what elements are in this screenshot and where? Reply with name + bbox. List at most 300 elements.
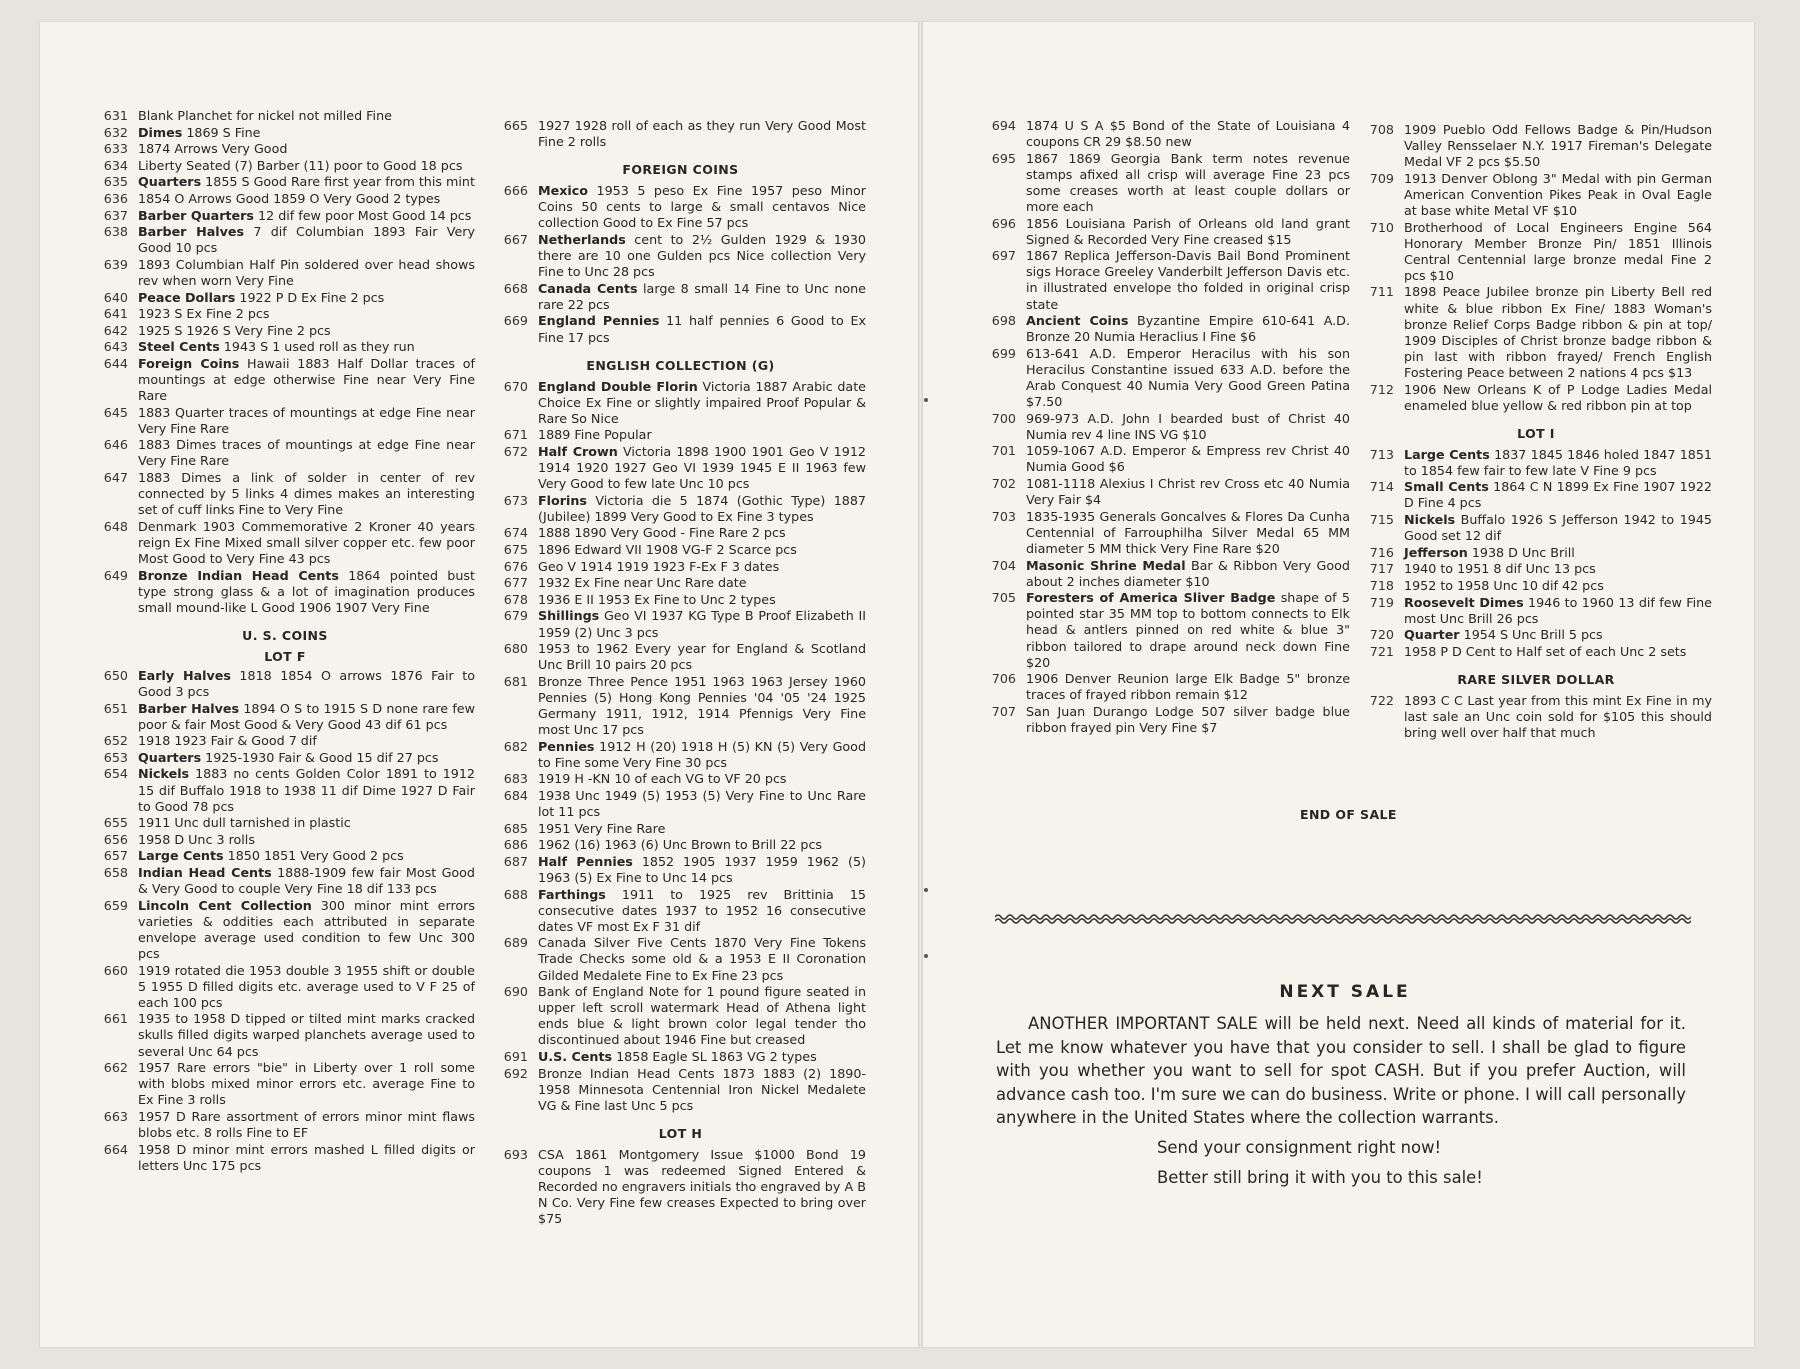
lot-text: CSA 1861 Montgomery Issue $1000 Bond 19 coupons 1 was redeemed Signed Entered & Recorded no engravers initials tho engraved by A B N Co. Very Fine few creases Expected to bring over $75 [538, 1146, 866, 1227]
section-heading: ENGLISH COLLECTION (G) [586, 357, 775, 373]
lot-number: 680 [503, 641, 528, 657]
lot-entry [95, 766, 475, 814]
lot-entry [95, 356, 475, 404]
lot-number: 647 [103, 470, 128, 486]
lot-category: Farthings [538, 886, 606, 902]
lot-description [538, 118, 866, 150]
lot-description [138, 306, 475, 322]
lot-description [138, 750, 475, 766]
lot-number: 632 [103, 124, 128, 140]
closing-line-2: Better still bring it with you to this sale! [1157, 1168, 1483, 1187]
lot-entry [95, 306, 475, 322]
lot-entry [95, 568, 475, 616]
lot-description [538, 674, 866, 738]
lot-entry [95, 1142, 475, 1174]
lot-description [1026, 411, 1350, 443]
lot-description [138, 568, 475, 616]
lot-number: 656 [103, 831, 128, 847]
lot-entry [95, 1011, 475, 1059]
lot-number: 678 [503, 591, 528, 607]
lot-number: 683 [503, 771, 528, 787]
lot-number: 664 [103, 1141, 128, 1157]
lot-category: Indian Head Cents [138, 865, 272, 881]
lot-text: 1896 Edward VII 1908 VG-F 2 Scarce pcs [538, 542, 797, 558]
lot-text: Victoria 1887 Arabic date Choice Ex Fine or slightly impaired Proof Popular & Rare So Nice [538, 378, 866, 426]
lot-text: cent to 2½ Gulden 1929 & 1930 there are 10 one Gulden pcs Nice collection Very Fine to Unc 28 pcs [538, 231, 866, 280]
lot-number: 671 [503, 427, 528, 443]
lot-text: 1935 to 1958 D tipped or tilted mint marks cracked skulls filled digits warped planchets average used to several Unc 64 pcs [138, 1011, 475, 1059]
lot-text: 1898 Peace Jubilee bronze pin Liberty Bell red white & blue ribbon Ex Fine/ 1883 Woman's bronze Relief Corps Badge ribbon & pin at top/ 1909 Disciples of Christ bronze badge ribbon & pin last with ribbon frayed/ French English Fostering Peace between 2 nations 4 pcs $13 [1404, 284, 1712, 380]
lot-entry [95, 108, 475, 124]
lot-description [538, 788, 866, 820]
lot-description [538, 444, 866, 492]
lot-description [1026, 476, 1350, 508]
lot-description [538, 313, 866, 345]
lot-entry [495, 821, 866, 837]
lot-number: 712 [1369, 381, 1394, 397]
lot-number: 722 [1369, 692, 1394, 708]
lot-number: 685 [503, 820, 528, 836]
lot-number: 640 [103, 289, 128, 305]
lot-text: Bronze Three Pence 1951 1963 1963 Jersey 1960 Pennies (5) Hong Kong Pennies '04 '05 '24 1925 Germany 1911, 1912, 1914 Pfennigs Very Fine most Unc 17 pcs [538, 673, 866, 738]
lot-number: 652 [103, 733, 128, 749]
lot-number: 710 [1369, 219, 1394, 235]
lot-description [1404, 693, 1712, 741]
lot-category: Peace Dollars [138, 289, 236, 305]
lot-entry [1360, 512, 1712, 544]
lot-text: 1953 to 1962 Every year for England & Scotland Unc Brill 10 pairs 20 pcs [538, 641, 866, 673]
lot-text: 1911 to 1925 rev Brittinia 15 consecutive dates 1937 to 1952 16 consecutive dates VF most Ex F 31 dif [538, 886, 866, 934]
section-heading: FOREIGN COINS [622, 162, 739, 178]
lot-number: 670 [503, 378, 528, 394]
lot-text: 1874 Arrows Very Good [138, 141, 288, 157]
lot-text: 1081-1118 Alexius I Christ rev Cross etc 40 Numia Very Fair $4 [1026, 476, 1350, 508]
section-heading: LOT F [264, 648, 306, 664]
lot-number: 641 [103, 306, 128, 322]
lot-text: 1958 D Unc 3 rolls [138, 831, 255, 847]
lot-number: 660 [103, 962, 128, 978]
lot-number: 688 [503, 886, 528, 902]
lot-text: 1925 S 1926 S Very Fine 2 pcs [138, 322, 331, 338]
lot-description [538, 641, 866, 673]
lot-entry [1360, 595, 1712, 627]
catalog-column-1 [95, 108, 475, 1174]
lot-category: Foreign Coins [138, 355, 240, 371]
lot-text: Liberty Seated (7) Barber (11) poor to Good 18 pcs [138, 157, 463, 173]
lot-entry [95, 701, 475, 733]
lot-description [138, 257, 475, 289]
lot-description [1404, 479, 1712, 511]
lot-number: 703 [991, 508, 1016, 524]
lot-entry [95, 257, 475, 289]
lot-text: 1957 D Rare assortment of errors minor mint flaws blobs etc. 8 rolls Fine to EF [138, 1108, 475, 1141]
lot-entry [495, 837, 866, 853]
lot-entry [1360, 220, 1712, 284]
lot-description [138, 733, 475, 749]
lot-number: 715 [1369, 512, 1394, 528]
lot-description [138, 158, 475, 174]
lot-description [1404, 578, 1712, 594]
lot-text: 1958 P D Cent to Half set of each Unc 2 sets [1404, 643, 1687, 659]
lot-description [138, 405, 475, 437]
lot-category: Barber Halves [138, 224, 245, 240]
catalog-column-4 [1360, 122, 1712, 742]
lot-text: 1856 Louisiana Parish of Orleans old land grant Signed & Recorded Very Fine creased $15 [1026, 215, 1350, 247]
lot-number: 689 [503, 935, 528, 951]
lot-entry [95, 125, 475, 141]
lot-description [538, 821, 866, 837]
lot-number: 665 [503, 118, 528, 133]
lot-description [538, 1147, 866, 1227]
lot-description [138, 898, 475, 962]
lot-entry [495, 118, 866, 150]
lot-description [538, 575, 866, 591]
lot-text: Geo V 1914 1919 1923 F-Ex F 3 dates [538, 558, 780, 574]
lot-text: 1874 U S A $5 Bond of the State of Louisiana 4 coupons CR 29 $8.50 new [1026, 118, 1350, 150]
lot-description [138, 848, 475, 864]
lot-entry [495, 1049, 866, 1065]
lot-description [138, 224, 475, 256]
lot-number: 649 [103, 567, 128, 583]
lot-text: 1911 Unc dull tarnished in plastic [138, 815, 351, 831]
lot-description [538, 1049, 866, 1065]
lot-category: Quarter [1404, 627, 1460, 643]
lot-number: 719 [1369, 594, 1394, 610]
lot-number: 694 [991, 118, 1016, 133]
lot-text: 1919 rotated die 1953 double 3 1955 shift or double 5 1955 D filled digits etc. average used to V F 25 of each 100 pcs [138, 962, 475, 1010]
lot-entry [95, 1109, 475, 1141]
lot-entry [95, 470, 475, 518]
lot-category: Netherlands [538, 231, 626, 247]
lot-number: 679 [503, 608, 528, 624]
lot-entry [95, 815, 475, 831]
lot-entry [980, 704, 1350, 736]
lot-number: 700 [991, 410, 1016, 426]
lot-number: 658 [103, 865, 128, 881]
lot-text: 1869 S Fine [186, 124, 261, 140]
lot-number: 721 [1369, 643, 1394, 659]
lot-description [538, 1066, 866, 1114]
lot-description [138, 865, 475, 897]
lot-text: Victoria die 5 1874 (Gothic Type) 1887 (Jubilee) 1899 Very Good to Ex Fine 3 types [538, 492, 866, 524]
lot-text: 1909 Pueblo Odd Fellows Badge & Pin/Hudson Valley Rensselaer N.Y. 1917 Fireman's Delegate Medal VF 2 pcs $5.50 [1404, 122, 1712, 170]
lot-description [1026, 346, 1350, 410]
lot-entry [980, 248, 1350, 312]
staple-mark [924, 954, 928, 958]
lot-description [1026, 216, 1350, 248]
lot-text: 1889 Fine Popular [538, 427, 652, 443]
lot-entry [495, 771, 866, 787]
lot-category: Bronze Indian Head Cents [138, 567, 339, 583]
lot-category: Nickels [1404, 512, 1456, 528]
lot-number: 677 [503, 575, 528, 591]
lot-number: 681 [503, 673, 528, 689]
lot-number: 713 [1369, 446, 1394, 462]
lot-number: 667 [503, 231, 528, 247]
lot-number: 707 [991, 703, 1016, 719]
lot-text: Bank of England Note for 1 pound figure seated in upper left scroll watermark Head of Athena light ends blue & light brown color legal tender tho discontinued about 1946 Fine but creased [538, 984, 866, 1048]
lot-text: 1835-1935 Generals Goncalves & Flores Da Cunha Centennial of Farrouphilha Silver Medal 65 MM diameter 5 MM thick Very Fine Rare $20 [1026, 508, 1350, 556]
lot-number: 635 [103, 174, 128, 190]
lot-description [138, 815, 475, 831]
lot-text: 1867 1869 Georgia Bank term notes revenue stamps afixed all crisp will average Fine 23 pcs some creases worth at least couple dollars or more each [1026, 150, 1350, 214]
lot-text: 1893 C C Last year from this mint Ex Fine in my last sale an Unc coin sold for $105 this should bring well over half that much [1404, 692, 1712, 741]
lot-entry [495, 493, 866, 525]
lot-category: Masonic Shrine Medal [1026, 557, 1186, 573]
lot-category: Roosevelt Dimes [1404, 594, 1524, 610]
lot-number: 711 [1369, 284, 1394, 300]
lot-text: 1922 P D Ex Fine 2 pcs [239, 289, 385, 305]
lot-text: Byzantine Empire 610-641 A.D. Bronze 20 Numia Heraclius I Fine $6 [1026, 313, 1350, 345]
lot-text: 1938 Unc 1949 (5) 1953 (5) Very Fine to Unc Rare lot 11 pcs [538, 787, 866, 820]
lot-description [138, 766, 475, 814]
lot-category: Large Cents [1404, 446, 1490, 462]
lot-text: 1946 to 1960 13 dif few Fine most Unc Brill 26 pcs [1404, 594, 1712, 626]
lot-number: 668 [503, 280, 528, 296]
lot-entry [495, 281, 866, 313]
lot-description [538, 887, 866, 935]
lot-number: 709 [1369, 170, 1394, 186]
lot-text: large 8 small 14 Fine to Unc none rare 22 pcs [538, 280, 866, 312]
lot-entry [495, 559, 866, 575]
lot-description [538, 935, 866, 983]
lot-number: 691 [503, 1048, 528, 1064]
lot-entry [980, 216, 1350, 248]
lot-text: 1883 no cents Golden Color 1891 to 1912 15 dif Buffalo 1918 to 1938 11 dif Dime 1927 D Fair to Good 78 pcs [138, 766, 475, 814]
lot-text: 1888 1890 Very Good - Fine Rare 2 pcs [538, 525, 786, 541]
lot-entry [495, 674, 866, 738]
lot-entry [95, 733, 475, 749]
lot-entry [95, 224, 475, 256]
lot-category: Small Cents [1404, 479, 1489, 495]
lot-category: Dimes [138, 124, 183, 140]
lot-entry [95, 323, 475, 339]
lot-number: 659 [103, 897, 128, 913]
lot-entry [495, 854, 866, 886]
lot-text: 1952 to 1958 Unc 10 dif 42 pcs [1404, 577, 1604, 593]
lot-entry [980, 118, 1350, 150]
lot-number: 673 [503, 492, 528, 508]
lot-description [1026, 443, 1350, 475]
lot-description [138, 519, 475, 567]
lot-number: 675 [503, 542, 528, 558]
lot-entry [495, 575, 866, 591]
lot-number: 653 [103, 749, 128, 765]
lot-entry [495, 427, 866, 443]
lot-text: 1932 Ex Fine near Unc Rare date [538, 575, 747, 591]
lot-entry [95, 208, 475, 224]
lot-category: Barber Quarters [138, 207, 254, 223]
lot-entry [980, 476, 1350, 508]
lot-description [138, 832, 475, 848]
lot-category: Large Cents [138, 848, 224, 864]
lot-entry [495, 935, 866, 983]
lot-entry [95, 174, 475, 190]
lot-entry [980, 558, 1350, 590]
lot-number: 714 [1369, 479, 1394, 495]
lot-text: San Juan Durango Lodge 507 silver badge blue ribbon frayed pin Very Fine $7 [1026, 703, 1350, 735]
lot-number: 646 [103, 437, 128, 453]
lot-number: 674 [503, 525, 528, 541]
lot-number: 648 [103, 518, 128, 534]
lot-description [538, 608, 866, 640]
lot-number: 637 [103, 207, 128, 223]
lot-number: 666 [503, 183, 528, 199]
lot-entry [1360, 122, 1712, 170]
lot-number: 720 [1369, 627, 1394, 643]
lot-number: 643 [103, 339, 128, 355]
lot-description [138, 191, 475, 207]
lot-entry [95, 519, 475, 567]
lot-number: 699 [991, 345, 1016, 361]
lot-text: Bar & Ribbon Very Good about 2 inches diameter $10 [1026, 557, 1350, 589]
lot-text: Brotherhood of Local Engineers Engine 564 Honorary Member Bronze Pin/ 1851 Illinois Central Centennial large bronze medal Fine 2 pcs $10 [1404, 219, 1712, 283]
lot-description [1026, 118, 1350, 150]
lot-description [1404, 627, 1712, 643]
lot-text: Victoria 1898 1900 1901 Geo V 1912 1914 1920 1927 Geo VI 1939 1945 E II 1963 few Very Good to few late Unc 10 pcs [538, 444, 866, 492]
lot-description [1404, 561, 1712, 577]
next-sale-heading: NEXT SALE [1279, 982, 1411, 1002]
lot-text: 1957 Rare errors "bie" in Liberty over 1 roll some with blobs mixed minor errors etc. average Fine to Ex Fine 3 rolls [138, 1060, 475, 1108]
lot-category: Early Halves [138, 667, 231, 683]
lot-entry [980, 509, 1350, 557]
lot-description [138, 174, 475, 190]
lot-description [138, 323, 475, 339]
lot-description [138, 668, 475, 700]
lot-entry [495, 984, 866, 1048]
lot-text: 1927 1928 roll of each as they run Very Good Most Fine 2 rolls [538, 118, 866, 150]
lot-number: 634 [103, 157, 128, 173]
lot-description [538, 281, 866, 313]
lot-text: 1918 1923 Fair & Good 7 dif [138, 733, 317, 749]
lot-number: 642 [103, 322, 128, 338]
lot-category: Mexico [538, 183, 589, 199]
lot-number: 705 [991, 590, 1016, 606]
lot-entry [495, 444, 866, 492]
lot-entry [980, 346, 1350, 410]
lot-number: 698 [991, 313, 1016, 329]
lot-entry [1360, 545, 1712, 561]
lot-text: Buffalo 1926 S Jefferson 1942 to 1945 Good set 12 dif [1404, 512, 1712, 544]
lot-category: Steel Cents [138, 339, 220, 355]
lot-entry [95, 865, 475, 897]
lot-description [1404, 512, 1712, 544]
lot-description [1404, 284, 1712, 381]
lot-text: Blank Planchet for nickel not milled Fine [138, 108, 392, 123]
lot-number: 661 [103, 1011, 128, 1027]
lot-text: 1958 D minor mint errors mashed L filled digits or letters Unc 175 pcs [138, 1141, 475, 1173]
lot-entry [980, 313, 1350, 345]
lot-text: 1906 New Orleans K of P Lodge Ladies Medal enameled blue yellow & red ribbon pin at top [1404, 381, 1712, 413]
lot-description [1404, 122, 1712, 170]
lot-description [1026, 671, 1350, 703]
lot-number: 644 [103, 355, 128, 371]
lot-description [138, 1142, 475, 1174]
lot-description [138, 1060, 475, 1108]
lot-text: 1913 Denver Oblong 3" Medal with pin German American Convention Pikes Peak in Oval Eagle at base white Metal VF $10 [1404, 170, 1712, 218]
lot-number: 704 [991, 557, 1016, 573]
lot-category: Half Crown [538, 444, 618, 459]
lot-number: 633 [103, 141, 128, 157]
lot-number: 651 [103, 700, 128, 716]
lot-text: 1953 5 peso Ex Fine 1957 peso Minor Coins 50 cents to large & small centavos Nice collection Good to Ex Fine 57 pcs [538, 183, 866, 231]
lot-number: 669 [503, 313, 528, 329]
lot-entry [495, 183, 866, 231]
lot-entry [95, 668, 475, 700]
lot-text: 1850 1851 Very Good 2 pcs [227, 848, 404, 864]
lot-description [138, 125, 475, 141]
lot-description [138, 963, 475, 1011]
lot-description [138, 141, 475, 157]
lot-entry [495, 525, 866, 541]
lot-number: 631 [103, 108, 128, 123]
lot-text: 1919 H -KN 10 of each VG to VF 20 pcs [538, 771, 787, 787]
lot-text: 1943 S 1 used roll as they run [223, 339, 415, 355]
lot-text: 1852 1905 1937 1959 1962 (5) 1963 (5) Ex Fine to Unc 14 pcs [538, 853, 866, 885]
lot-category: Half Pennies [538, 853, 633, 869]
lot-entry [495, 592, 866, 608]
lot-category: Canada Cents [538, 280, 638, 296]
lot-entry [95, 158, 475, 174]
lot-description [1404, 545, 1712, 561]
lot-entry [980, 671, 1350, 703]
lot-entry [95, 898, 475, 962]
lot-description [538, 183, 866, 231]
lot-text: 1864 C N 1899 Ex Fine 1907 1922 D Fine 4 pcs [1404, 479, 1712, 511]
lot-number: 696 [991, 215, 1016, 231]
lot-text: 1059-1067 A.D. Emperor & Empress rev Christ 40 Numia Good $6 [1026, 443, 1350, 475]
lot-text: 1883 Dimes a link of solder in center of rev connected by 5 links 4 dimes makes an interesting set of cuff links Fine to Very Fine [138, 470, 475, 518]
lot-number: 716 [1369, 544, 1394, 560]
lot-entry [1360, 578, 1712, 594]
lot-text: 1962 (16) 1963 (6) Unc Brown to Brill 22 pcs [538, 837, 823, 853]
lot-entry [495, 739, 866, 771]
lot-description [1404, 644, 1712, 660]
lot-number: 650 [103, 667, 128, 683]
lot-category: Jefferson [1404, 544, 1468, 560]
lot-entry [1360, 479, 1712, 511]
lot-number: 695 [991, 150, 1016, 166]
lot-category: Pennies [538, 738, 595, 754]
lot-entry [495, 641, 866, 673]
lot-number: 702 [991, 476, 1016, 492]
lot-description [538, 854, 866, 886]
lot-description [138, 701, 475, 733]
lot-description [138, 1109, 475, 1141]
lot-entry [95, 437, 475, 469]
lot-category: Foresters of America Sliver Badge [1026, 590, 1276, 606]
lot-category: Ancient Coins [1026, 313, 1129, 329]
lot-description [1026, 313, 1350, 345]
section-heading: U. S. COINS [242, 627, 328, 643]
lot-description [1026, 151, 1350, 215]
lot-description [138, 208, 475, 224]
lot-entry [980, 590, 1350, 670]
lot-entry [495, 542, 866, 558]
lot-number: 701 [991, 443, 1016, 459]
lot-text: 1893 Columbian Half Pin soldered over head shows rev when worn Very Fine [138, 256, 475, 288]
lot-text: 1818 1854 O arrows 1876 Fair to Good 3 pcs [138, 667, 475, 699]
lot-description [138, 339, 475, 355]
lot-description [1026, 509, 1350, 557]
lot-description [538, 739, 866, 771]
lot-entry [1360, 284, 1712, 381]
lot-text: Bronze Indian Head Cents 1873 1883 (2) 1890-1958 Minnesota Centennial Iron Nickel Medalete VG & Fine last Unc 5 pcs [538, 1065, 866, 1113]
lot-entry [95, 141, 475, 157]
lot-description [538, 493, 866, 525]
lot-number: 692 [503, 1065, 528, 1081]
lot-description [138, 1011, 475, 1059]
